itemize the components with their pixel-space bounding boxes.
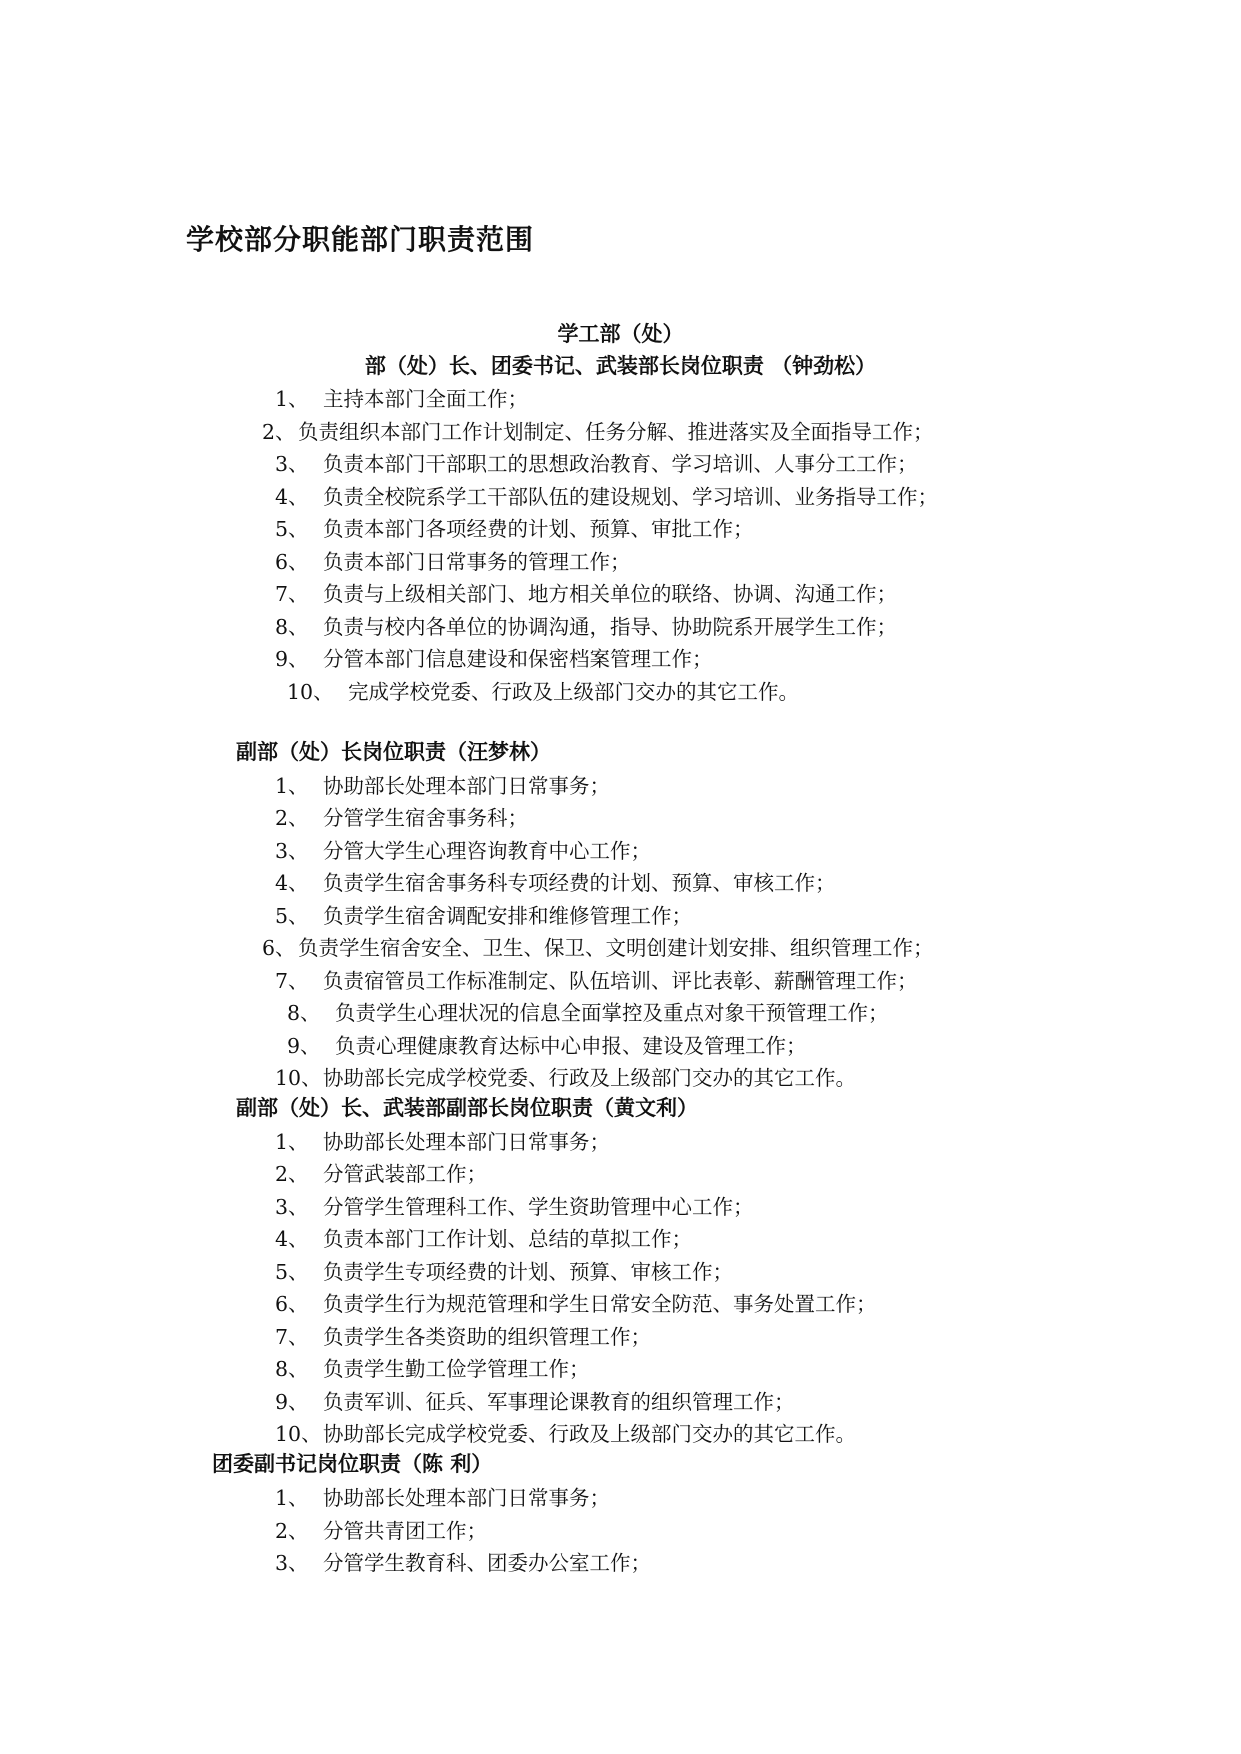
item-number: 6、 [275, 550, 309, 574]
item-number: 1、 [275, 1130, 309, 1154]
item-text: 负责本部门工作计划、总结的草拟工作； [323, 1227, 692, 1251]
item-number: 9、 [287, 1034, 321, 1058]
item-text: 负责全校院系学工干部队伍的建设规划、学习培训、业务指导工作； [323, 485, 938, 509]
item-number: 2、 [275, 1519, 309, 1543]
item-number: 2、 [275, 806, 309, 830]
department-heading: 学工部（处） [557, 322, 684, 346]
item-text: 分管共青团工作； [323, 1519, 487, 1543]
item-number: 9、 [275, 647, 309, 671]
item-text: 负责本部门干部职工的思想政治教育、学习培训、人事分工工作； [323, 452, 918, 476]
section-heading: 副部（处）长岗位职责（汪梦林） [236, 740, 551, 764]
item-number: 6、 [275, 1292, 309, 1316]
item-number: 7、 [275, 1325, 309, 1349]
item-number: 5、 [275, 904, 309, 928]
item-number: 6、 [262, 936, 296, 960]
item-text: 协助部长处理本部门日常事务； [323, 1486, 610, 1510]
item-text: 负责学生专项经费的计划、预算、审核工作； [323, 1260, 733, 1284]
item-text: 主持本部门全面工作； [323, 387, 528, 411]
item-text: 完成学校党委、行政及上级部门交办的其它工作。 [348, 680, 799, 704]
item-number: 4、 [275, 871, 309, 895]
item-text: 负责本部门各项经费的计划、预算、审批工作； [323, 517, 754, 541]
item-text: 分管武装部工作； [323, 1162, 487, 1186]
item-number: 8、 [287, 1001, 321, 1025]
item-text: 协助部长完成学校党委、行政及上级部门交办的其它工作。 [323, 1066, 856, 1090]
item-number: 3、 [275, 1551, 309, 1575]
item-text: 负责学生行为规范管理和学生日常安全防范、事务处置工作； [323, 1292, 877, 1316]
item-text: 负责心理健康教育达标中心申报、建设及管理工作； [335, 1034, 807, 1058]
item-number: 3、 [275, 452, 309, 476]
section-heading: 团委副书记岗位职责（陈 利） [212, 1452, 493, 1476]
item-number: 4、 [275, 485, 309, 509]
item-text: 协助部长完成学校党委、行政及上级部门交办的其它工作。 [323, 1422, 856, 1446]
item-text: 负责学生宿舍调配安排和维修管理工作； [323, 904, 692, 928]
item-number: 8、 [275, 615, 309, 639]
item-text: 分管学生管理科工作、学生资助管理中心工作； [323, 1195, 754, 1219]
item-number: 1、 [275, 774, 309, 798]
item-text: 分管学生宿舍事务科； [323, 806, 528, 830]
item-text: 分管大学生心理咨询教育中心工作； [323, 839, 651, 863]
item-number: 4、 [275, 1227, 309, 1251]
section-heading: 部（处）长、团委书记、武装部长岗位职责 （钟劲松） [364, 354, 877, 378]
item-text: 协助部长处理本部门日常事务； [323, 1130, 610, 1154]
item-text: 负责学生各类资助的组织管理工作； [323, 1325, 651, 1349]
item-text: 负责学生宿舍安全、卫生、保卫、文明创建计划安排、组织管理工作； [298, 936, 934, 960]
item-number: 2、 [275, 1162, 309, 1186]
item-text: 负责学生勤工俭学管理工作； [323, 1357, 590, 1381]
item-number: 1、 [275, 1486, 309, 1510]
item-number: 10、 [287, 680, 334, 704]
item-number: 10、 [275, 1066, 322, 1090]
item-text: 负责宿管员工作标准制定、队伍培训、评比表彰、薪酬管理工作； [323, 969, 918, 993]
item-text: 负责学生宿舍事务科专项经费的计划、预算、审核工作； [323, 871, 836, 895]
item-number: 2、 [262, 420, 296, 444]
item-text: 分管本部门信息建设和保密档案管理工作； [323, 647, 713, 671]
item-number: 8、 [275, 1357, 309, 1381]
item-text: 负责军训、征兵、军事理论课教育的组织管理工作； [323, 1390, 795, 1414]
item-number: 9、 [275, 1390, 309, 1414]
item-number: 7、 [275, 582, 309, 606]
item-number: 10、 [275, 1422, 322, 1446]
item-number: 3、 [275, 1195, 309, 1219]
item-text: 协助部长处理本部门日常事务； [323, 774, 610, 798]
item-number: 1、 [275, 387, 309, 411]
item-text: 负责与上级相关部门、地方相关单位的联络、协调、沟通工作； [323, 582, 897, 606]
item-number: 5、 [275, 517, 309, 541]
section-heading: 副部（处）长、武装部副部长岗位职责（黄文利） [236, 1096, 698, 1120]
item-text: 负责本部门日常事务的管理工作； [323, 550, 631, 574]
item-text: 负责学生心理状况的信息全面掌控及重点对象干预管理工作； [335, 1001, 889, 1025]
item-text: 分管学生教育科、团委办公室工作； [323, 1551, 651, 1575]
item-number: 5、 [275, 1260, 309, 1284]
item-number: 7、 [275, 969, 309, 993]
document-title: 学校部分职能部门职责范围 [186, 223, 535, 256]
item-text: 负责与校内各单位的协调沟通，指导、协助院系开展学生工作； [323, 615, 897, 639]
item-text: 负责组织本部门工作计划制定、任务分解、推进落实及全面指导工作； [298, 420, 934, 444]
item-number: 3、 [275, 839, 309, 863]
